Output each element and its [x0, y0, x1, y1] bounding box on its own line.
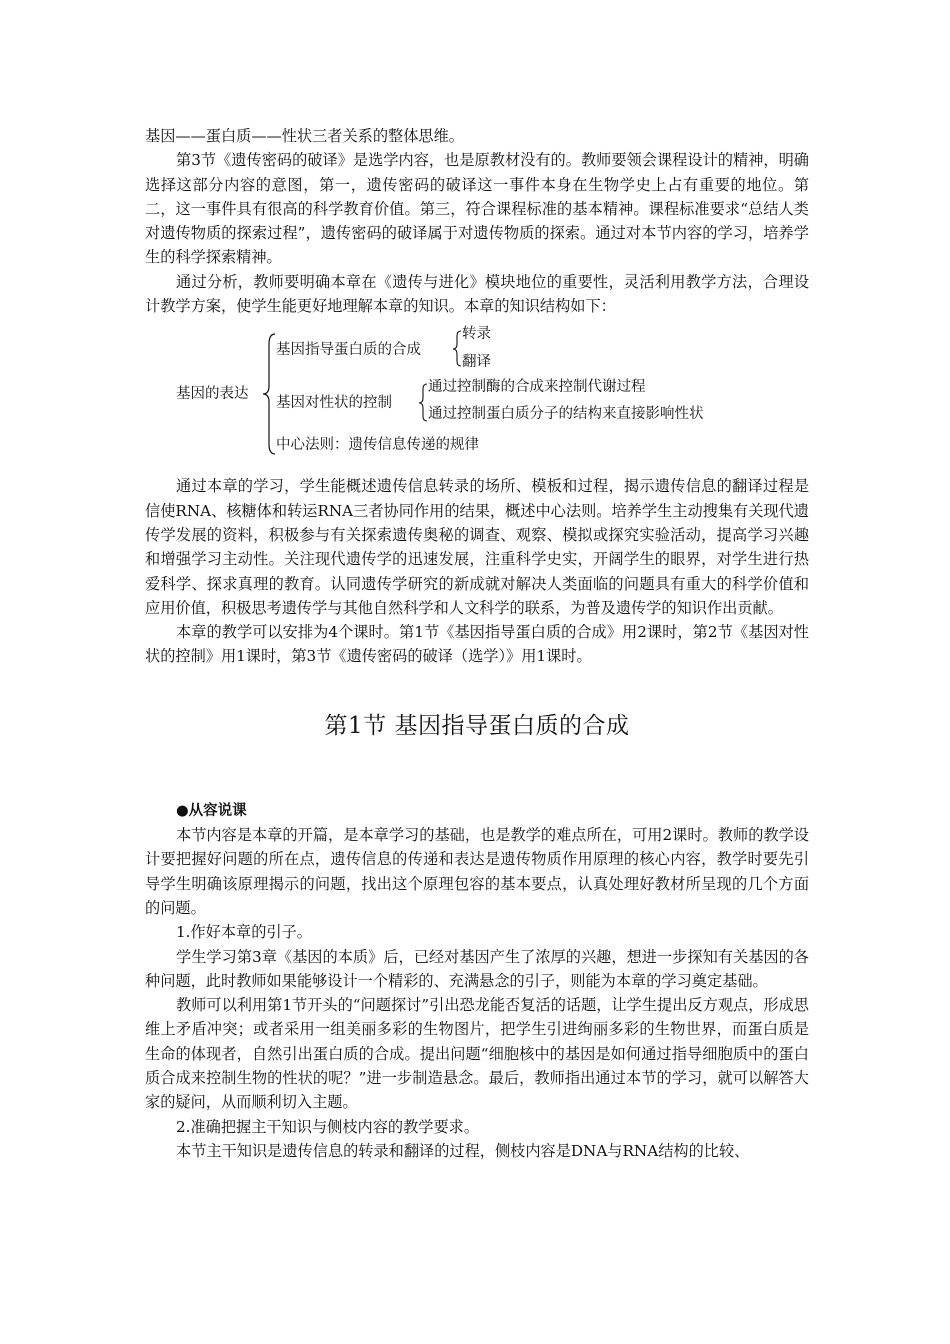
paragraph-point2-title: 2.准确把握主干知识与侧枝内容的教学要求。 — [176, 1117, 480, 1136]
diagram-root: 基因的表达 — [176, 386, 249, 403]
main-brace — [263, 334, 275, 454]
branch1-brace — [453, 331, 461, 366]
paragraph-learning-goals: 通过本章的学习，学生能概述遗传信息转录的场所、模板和过程，揭示遗传信息的翻译过程是信使RNA、核糖体和转运RNA三者协同作用的结果，概述中心法则。培养学生主动搜集有关现代遗传学发展的资料，积极参与有关探索遗传奥秘的调查、观察、模拟或探究实验活动，提高学习兴趣和增强学习主动性。关注现代遗传学的迅速发展，注重科学史实，开阔学生的眼界，对学生进行热爱科学、探求真理的教育。认同遗传学研究的新成就对解决人类面临的问题具有重大的科学价值和应用价值，积极思考遗传学与其他自然科学和人文科学的联系，为普及遗传学的知识作出贡献。 — [145, 477, 809, 617]
document-page — [145, 124, 809, 1163]
diagram-branch2: 基因对性状的控制 — [276, 395, 392, 412]
paragraph-schedule: 本章的教学可以安排为4个课时。第1节《基因指导蛋白质的合成》用2课时，第2节《基因对性状的控制》用1课时，第3节《遗传密码的破译（选学）》用1课时。 — [145, 623, 809, 666]
paragraph-continuation: 基因——蛋白质——性状三者关系的整体思维。 — [145, 127, 464, 145]
subsection-title: ●从容说课 — [176, 802, 247, 819]
paragraph-point1-title: 1.作好本章的引子。 — [176, 923, 312, 942]
paragraph-overview: 本节内容是本章的开篇，是本章学习的基础，也是教学的难点所在，可用2课时。教师的教学设计要把握好问题的所在点，遗传信息的传递和表达是遗传物质作用原理的核心内容，教学时要先引导学生明确该原理揭示的问题，找出这个原理包容的基本要点，认真处理好教材所呈现的几个方面的问题。 — [145, 826, 809, 917]
knowledge-structure-diagram — [145, 324, 809, 464]
diagram-branch3: 中心法则：遗传信息传递的规律 — [276, 437, 479, 454]
diagram-branch2-sub2: 通过控制蛋白质分子的结构来直接影响性状 — [428, 406, 704, 423]
diagram-branch1-sub2: 翻译 — [462, 354, 491, 371]
paragraph-point2-body: 本节主干知识是遗传信息的转录和翻译的过程，侧枝内容是DNA与RNA结构的比较、 — [176, 1141, 750, 1160]
diagram-branch1: 基因指导蛋白质的合成 — [276, 342, 421, 359]
paragraph-section3-intro: 第3节《遗传密码的破译》是选学内容，也是原教材没有的。教师要领会课程设计的精神，明确选择这部分内容的意图，第一，遗传密码的破译这一事件本身在生物学史上占有重要的地位。第二，这一事件具有很高的科学教育价值。第三，符合课程标准的基本精神。课程标准要求“总结人类对遗传物质的探索过程”，遗传密码的破译属于对遗传物质的探索。通过对本节内容的学习，培养学生的科学探索精神。 — [145, 151, 809, 267]
paragraph-point1-body: 学生学习第3章《基因的本质》后，已经对基因产生了浓厚的兴趣，想进一步探知有关基因的各种问题，此时教师如果能够设计一个精彩的、充满悬念的引子，则能为本章的学习奠定基础。 — [145, 947, 809, 990]
diagram-branch2-sub1: 通过控制酶的合成来控制代谢过程 — [428, 379, 646, 396]
section-heading: 第1节 基因指导蛋白质的合成 — [324, 712, 630, 739]
diagram-branch1-sub1: 转录 — [462, 326, 491, 343]
paragraph-analysis: 通过分析，教师要明确本章在《遗传与进化》模块地位的重要性，灵活利用教学方法，合理设计教学方案，使学生能更好地理解本章的知识。本章的知识结构如下： — [145, 272, 809, 316]
paragraph-point1-method: 教师可以利用第1节开头的“问题探讨”引出恐龙能否复活的话题，让学生提出反方观点，形成思维上矛盾冲突；或者采用一组美丽多彩的生物图片，把学生引进绚丽多彩的生物世界，而蛋白质是生命的体现者，自然引出蛋白质的合成。提出问题“细胞核中的基因是如何通过指导细胞质中的蛋白质合成来控制生物的性状的呢？”进一步制造悬念。最后，教师指出通过本节的学习，就可以解答大家的疑问，从而顺利切入主题。 — [145, 996, 809, 1112]
branch2-brace — [419, 384, 427, 421]
